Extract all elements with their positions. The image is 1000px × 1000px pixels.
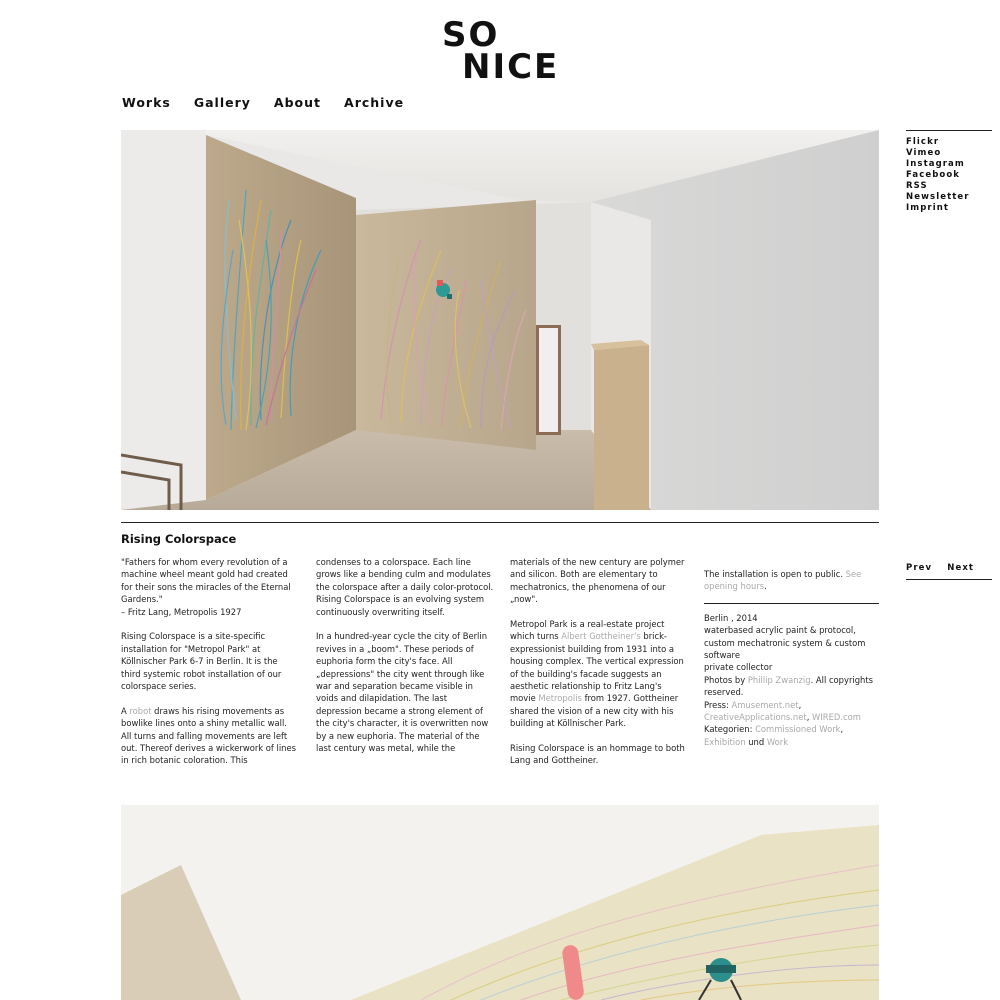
social-vimeo[interactable]: Vimeo xyxy=(906,148,942,158)
metropolis-link[interactable]: Metropolis xyxy=(538,693,582,704)
quote-paragraph xyxy=(121,556,299,618)
metropol-paragraph-middle: brick-expressionist building from 1931 into a housing complex. The vertical expression of the building's facade suggests an aesthetic relationship to Fritz Lang's movie xyxy=(510,631,684,704)
category-link-commissioned[interactable]: Commissioned Work xyxy=(755,724,841,735)
social-links xyxy=(906,130,992,214)
materials-paragraph: materials of the new century are polymer and silicon. Both are elementary to mechatronics, the phenomena of our „now". xyxy=(510,557,685,605)
quote-text: "Fathers for whom every revolution of a machine wheel meant gold had created for their sons the miracles of the Eternal Gardens." xyxy=(121,557,291,605)
text-column-2 xyxy=(316,556,494,767)
meta-divider xyxy=(704,603,879,604)
robot-paragraph-start: A xyxy=(121,705,130,716)
title-divider xyxy=(121,522,879,523)
category-separator: , xyxy=(840,724,844,735)
category-und: und xyxy=(745,736,767,747)
press-separator: , xyxy=(798,699,802,710)
robot-paragraph xyxy=(121,705,299,767)
nav-archive[interactable]: Archive xyxy=(344,95,405,110)
meta-collector: private collector xyxy=(704,662,773,673)
social-instagram[interactable]: Instagram xyxy=(906,159,965,169)
metropol-paragraph xyxy=(510,618,688,730)
text-column-3 xyxy=(510,556,688,779)
detail-photo[interactable] xyxy=(121,805,879,1000)
press-separator: , xyxy=(806,712,813,723)
press-label: Press: xyxy=(704,699,732,710)
next-link[interactable]: Next xyxy=(947,563,975,573)
meta-column xyxy=(704,568,879,748)
photographer-link[interactable]: Phillip Zwanzig xyxy=(747,674,811,685)
intro-paragraph: Rising Colorspace is a site-specific installation for "Metropol Park" at Köllnischer Park 6-7 in Berlin. It is the third systemic robot installation of our colorspace series. xyxy=(121,631,282,692)
photos-label: Photos by xyxy=(704,674,748,685)
hero-photo[interactable] xyxy=(121,130,879,510)
social-rss[interactable]: RSS xyxy=(906,181,928,191)
installation-photo xyxy=(121,130,879,510)
nav-about[interactable]: About xyxy=(273,95,322,110)
hommage-paragraph: Rising Colorspace is an hommage to both Lang and Gottheiner. xyxy=(510,743,685,766)
logo-line-2: NICE xyxy=(462,47,560,87)
opening-end: . xyxy=(764,581,767,592)
opening-hours-link[interactable]: See opening hours xyxy=(704,569,862,592)
category-link-work[interactable]: Work xyxy=(766,736,789,747)
meta-categories xyxy=(704,723,879,748)
meta-place: Berlin , 2014 xyxy=(704,612,758,623)
press-link-creativeapplications[interactable]: CreativeApplications.net xyxy=(704,712,807,723)
colorspace-paragraph: condenses to a colorspace. Each line grows like a bending culm and modulates the colorspace after a daily color-protocol. Rising Colorspace is an evolving system continuously overwriting itself. xyxy=(316,557,494,617)
text-column-1 xyxy=(121,556,299,779)
logo-line-1: SO xyxy=(442,15,500,55)
social-facebook[interactable]: Facebook xyxy=(906,170,961,180)
berlin-paragraph: In a hundred-year cycle the city of Berlin revives in a „boom". These periods of euphoria form the city's face. All „depressions" the city went through like war and separation became visible in voids and dilapidation. The last depression became a strong element of the city's character, it is overwritten now by a new euphoria. The material of the last century was metal, while the xyxy=(316,631,489,754)
press-link-wired[interactable]: WIRED.com xyxy=(812,712,861,723)
meta-materials: waterbased acrylic paint & protocol, custom mechatronic system & custom software xyxy=(704,625,866,661)
opening-info xyxy=(704,568,879,593)
copyright-text: . All copyrights reserved. xyxy=(704,674,873,698)
prev-link[interactable]: Prev xyxy=(906,563,933,573)
pager xyxy=(906,555,992,580)
social-imprint[interactable]: Imprint xyxy=(906,203,950,213)
robot-paragraph-end: draws his rising movements as bowlike lines onto a shiny metallic wall. All turns and falling movements are left out. Thereof derives a wickerwork of lines in rich botanic coloration. This xyxy=(121,705,296,766)
gottheiner-link[interactable]: Albert Gottheiner's xyxy=(561,631,641,642)
social-newsletter[interactable]: Newsletter xyxy=(906,192,970,202)
opening-text: The installation is open to public. xyxy=(704,569,846,579)
nav-works[interactable]: Works xyxy=(122,95,171,110)
press-link-amusement[interactable]: Amusement.net xyxy=(731,699,799,710)
site-logo[interactable] xyxy=(440,14,560,87)
category-link-exhibition[interactable]: Exhibition xyxy=(704,736,746,747)
categories-label: Kategorien: xyxy=(704,724,756,735)
robot-link[interactable]: robot xyxy=(129,705,152,716)
metropol-paragraph-start: Metropol Park is a real-estate project which turns xyxy=(510,619,665,642)
meta-photos xyxy=(704,674,879,699)
meta-press xyxy=(704,699,879,724)
installation-detail-photo xyxy=(121,805,879,1000)
page-title: Rising Colorspace xyxy=(121,532,237,546)
nav-gallery[interactable]: Gallery xyxy=(193,95,251,110)
metropol-paragraph-end: from 1927. Gottheiner shared the vision of a new city with his building at Köllnischer Park. xyxy=(510,693,679,729)
social-flickr[interactable]: Flickr xyxy=(906,137,940,147)
main-nav xyxy=(122,95,404,110)
quote-source: – Fritz Lang, Metropolis 1927 xyxy=(121,606,242,617)
